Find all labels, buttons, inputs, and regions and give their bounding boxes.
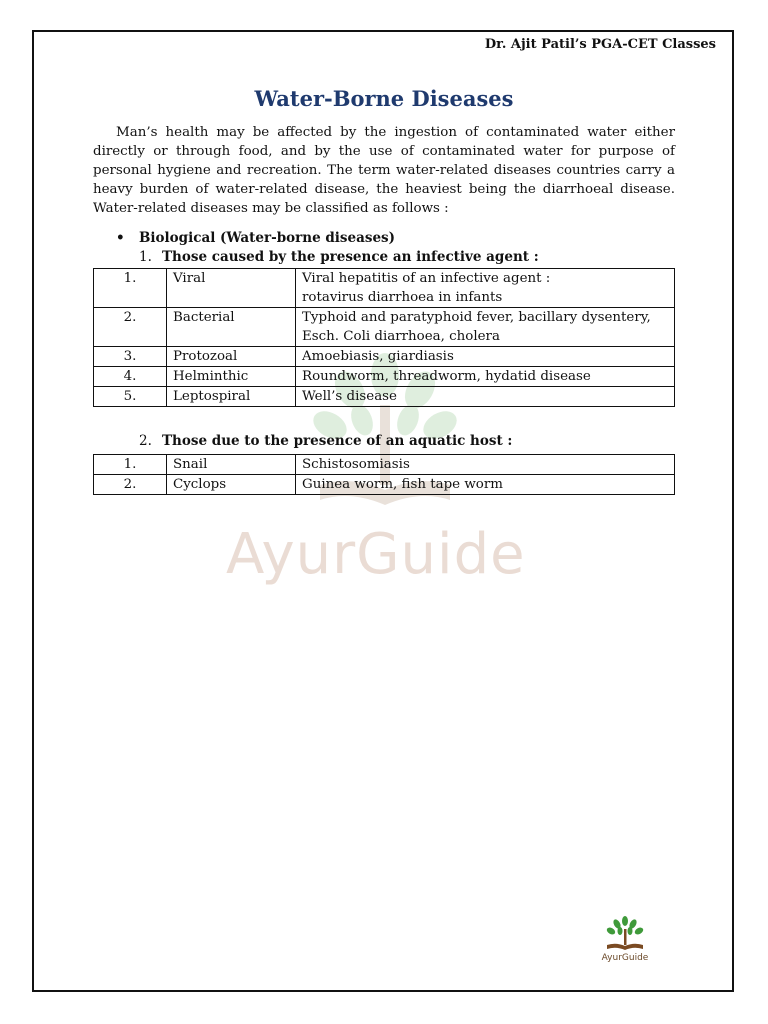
row-type: Snail: [167, 455, 296, 475]
section2-number: 2.: [139, 433, 152, 449]
row-number: 5.: [94, 387, 167, 407]
section2-heading: [139, 433, 512, 449]
row-type: Viral: [167, 269, 296, 308]
row-description: Well’s disease: [296, 387, 675, 407]
infective-agent-table: [93, 268, 675, 407]
bullet-heading: [116, 230, 395, 246]
tree-book-icon: [595, 915, 655, 951]
header-institute: Dr. Ajit Patil’s PGA-CET Classes: [484, 37, 716, 52]
table-row: [94, 455, 675, 475]
table-row: [94, 387, 675, 407]
section2-title: Those due to the presence of an aquatic host :: [162, 433, 513, 449]
row-type: Cyclops: [167, 475, 296, 495]
row-description: Amoebiasis, giardiasis: [296, 347, 675, 367]
section1-number: 1.: [139, 249, 152, 265]
row-type: Leptospiral: [167, 387, 296, 407]
section1-title: Those caused by the presence an infective agent :: [162, 249, 539, 265]
table-row: [94, 475, 675, 495]
section1-heading: [139, 249, 539, 265]
table-row: [94, 367, 675, 387]
table-row: [94, 269, 675, 308]
bullet-label: Biological (Water-borne diseases): [139, 230, 396, 246]
row-description-line: rotavirus diarrhoea in infants: [302, 290, 503, 305]
row-number: 2.: [94, 308, 167, 347]
aquatic-host-table: [93, 454, 675, 495]
logo-label: AyurGuide: [601, 953, 649, 963]
table-row: [94, 347, 675, 367]
row-description-line: Typhoid and paratyphoid fever, bacillary dysentery,: [302, 310, 651, 325]
row-description: Guinea worm, fish tape worm: [296, 475, 675, 495]
row-description: Roundworm, threadworm, hydatid disease: [296, 367, 675, 387]
bullet-icon: •: [116, 230, 125, 246]
row-description: [296, 269, 675, 308]
table-row: [94, 308, 675, 347]
row-description: Schistosomiasis: [296, 455, 675, 475]
row-description-line: Esch. Coli diarrhoea, cholera: [302, 329, 500, 344]
row-description-line: Viral hepatitis of an infective agent :: [302, 271, 551, 286]
row-number: 4.: [94, 367, 167, 387]
row-type: Helminthic: [167, 367, 296, 387]
row-type: Bacterial: [167, 308, 296, 347]
row-description: [296, 308, 675, 347]
ayurguide-logo: [595, 915, 655, 963]
page-title: Water-Borne Diseases: [254, 86, 514, 111]
row-type: Protozoal: [167, 347, 296, 367]
intro-paragraph: Man’s health may be affected by the ingestion of contaminated water either directly or through food, and by the use of contaminated water for purpose of personal hygiene and recreation. The term water-related diseases countries carry a heavy burden of water-related disease, the heaviest being the diarrhoeal disease. Water-related diseases may be classified as follows :: [93, 125, 675, 216]
row-number: 1.: [94, 455, 167, 475]
row-number: 2.: [94, 475, 167, 495]
watermark-text: AyurGuide: [226, 522, 526, 587]
row-number: 1.: [94, 269, 167, 308]
row-number: 3.: [94, 347, 167, 367]
